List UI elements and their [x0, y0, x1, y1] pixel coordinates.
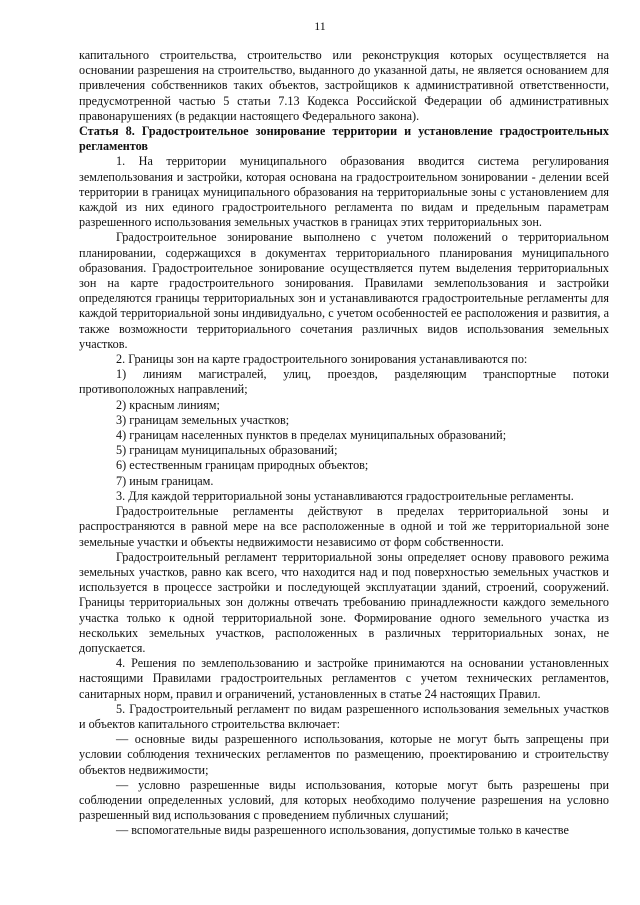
paragraph: 4. Решения по землепользованию и застройке принимаются на основании установленных настоящими Правилами градостроительных регламентов с учетом технических регламентов, санитарных норм, правил и ограничений, установленных в статье 24 настоящих Правил. [79, 656, 609, 701]
article-heading: Статья 8. Градостроительное зонирование территории и установление градостроительных регламентов [79, 124, 609, 154]
document-body [79, 48, 609, 839]
paragraph: 5) границам муниципальных образований; [116, 443, 338, 458]
paragraph: 1. На территории муниципального образования вводится система регулирования землепользования и застройки, которая основана на градостроительном зонировании - делении всей территории в границах муниципального образования на территориальные зоны с установлением для каждой из них единого градостроительного регламента по видам и предельным параметрам разрешенного использования земельных участков в границах этих территориальных зон. [79, 154, 609, 230]
paragraph: — вспомогательные виды разрешенного использования, допустимые только в качестве [116, 823, 569, 838]
paragraph: 2. Границы зон на карте градостроительного зонирования устанавливаются по: [116, 352, 528, 367]
page-number: 11 [314, 19, 326, 33]
paragraph: 6) естественным границам природных объектов; [116, 458, 369, 473]
paragraph: 3. Для каждой территориальной зоны устанавливаются градостроительные регламенты. [116, 488, 574, 503]
paragraph: 7) иным границам. [116, 473, 214, 488]
paragraph: капитального строительства, строительство или реконструкция которых осуществляется на основании разрешения на строительство, выданного до указанной даты, не является основанием для привлечения собственников таких объектов, застройщиков к административной ответственности, предусмотренной частью 5 статьи 7.13 Кодекса Российской Федерации об административных правонарушениях (в редакции настоящего Федерального закона). [79, 48, 609, 123]
paragraph: Градостроительный регламент территориальной зоны определяет основу правового режима земельных участков, равно как всего, что находится над и под поверхностью земельных участков и используется в процессе застройки и последующей эксплуатации зданий, строений, сооружений. Границы территориальных зон должны отвечать требованию принадлежности каждого земельного участка только к одной территориальной зоне. Формирование одного земельного участка из нескольких земельных участков, расположенных в различных территориальных зонах, не допускается. [79, 549, 609, 655]
paragraph: 5. Градостроительный регламент по видам разрешенного использования земельных участков и объектов капитального строительства включает: [79, 701, 609, 731]
paragraph: 1) линиям магистралей, улиц, проездов, разделяющим транспортные потоки противоположных направлений; [79, 367, 609, 397]
paragraph: 2) красным линиям; [116, 397, 220, 412]
paragraph: — условно разрешенные виды использования, которые могут быть разрешены при соблюдении определенных условий, для которых необходимо получение разрешения на условно разрешенный вид использования с проведением публичных слушаний; [79, 777, 609, 823]
paragraph: 3) границам земельных участков; [116, 412, 290, 427]
paragraph: Градостроительное зонирование выполнено с учетом положений о территориальном планировании, содержащихся в документах территориального планирования муниципального образования. Градостроительное зонирование осуществляется путем выделения территориальных зон на карте градостроительного зонирования. Правилами землепользования и застройки определяются границы территориальных зон и устанавливаются градостроительные регламенты для каждой территориальной зоны индивидуально, с учетом особенностей ее расположения и развития, а также возможности территориального сочетания различных видов использования земельных участков. [79, 230, 609, 351]
paragraph: 4) границам населенных пунктов в пределах муниципальных образований; [116, 428, 507, 443]
paragraph: Градостроительные регламенты действуют в пределах территориальной зоны и распространяются в равной мере на все расположенные в одной и той же территориальной зоне земельные участки и объекты недвижимости независимо от форм собственности. [79, 504, 609, 549]
paragraph: — основные виды разрешенного использования, которые не могут быть запрещены при условии соблюдения технических регламентов по размещению, проектированию и строительству объектов недвижимости; [79, 732, 609, 777]
